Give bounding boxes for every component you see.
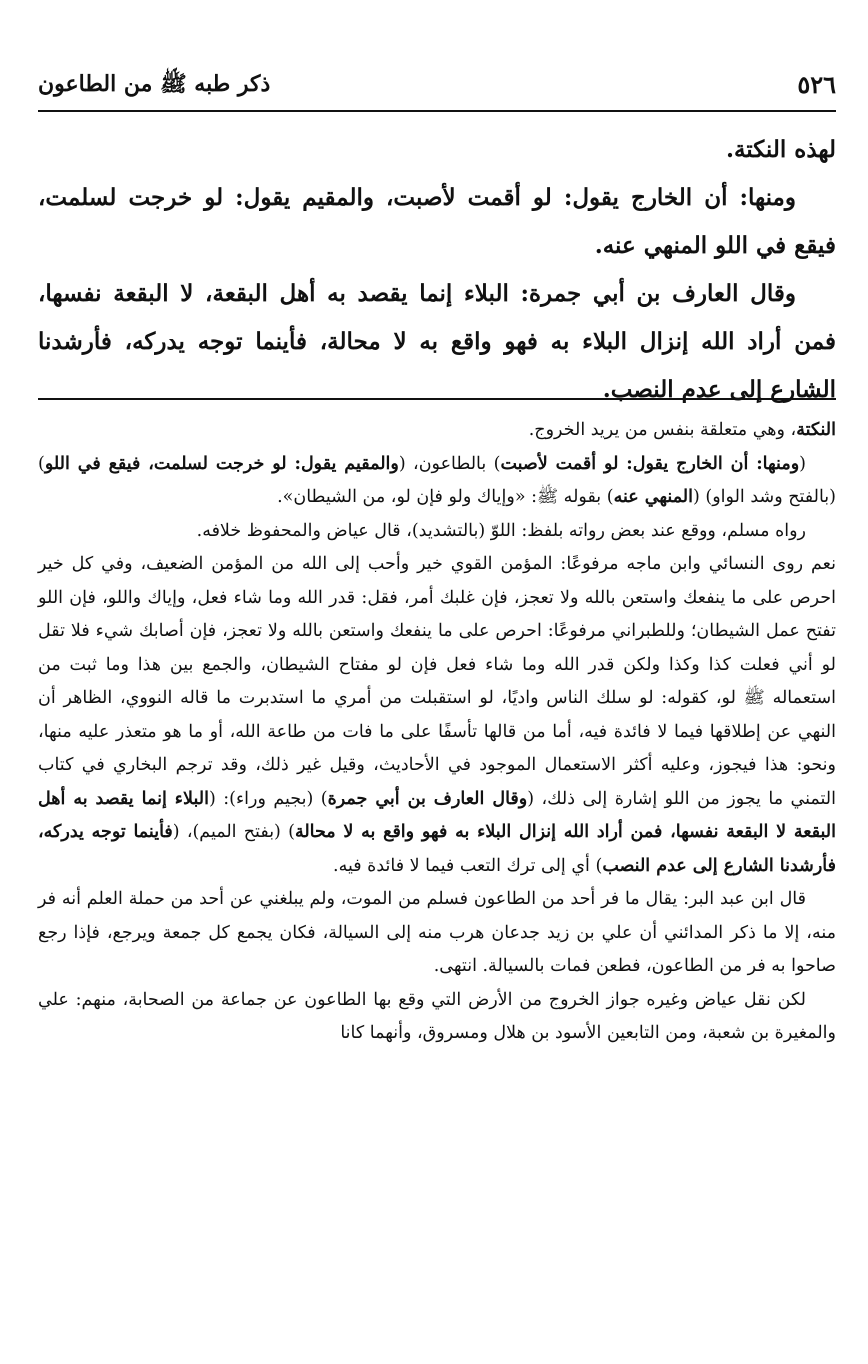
commentary-paragraph: لكن نقل عياض وغيره جواز الخروج من الأرض التي وقع بها الطاعون عن جماعة من الصحابة، منهم: علي والمغيرة بن شعبة، ومن التابعين الأسود بن هلال ومسروق، وأنهما كانا: [38, 989, 836, 1043]
commentary-paragraph: [38, 414, 836, 448]
quoted-text: والمقيم يقول: لو خرجت لسلمت، فيقع في اللو: [44, 453, 399, 474]
commentary-paragraph: رواه مسلم، ووقع عند بعض رواته بلفظ: اللوّ (بالتشديد)، قال عياض والمحفوظ خلافه.: [196, 520, 806, 541]
commentary-text: ) بقوله ﷺ: «وإياك ولو فإن لو، من الشيطان».: [277, 487, 614, 507]
commentary-text: ) (بجيم وراء): (: [208, 788, 328, 809]
page-header: [38, 62, 836, 102]
main-paragraph: ومنها: أن الخارج يقول: لو أقمت لأصبت، والمقيم يقول: لو خرجت لسلمت، فيقع في اللو المنهي عنه.: [38, 184, 836, 259]
commentary-paragraph: [38, 548, 836, 883]
quoted-text: البلاء إنما يقصد به أهل البقعة لا البقعة نفسها، فمن أراد الله إنزال البلاء به فهو واقع به لا محالة: [38, 788, 836, 842]
page-number: ٥٢٦: [797, 70, 836, 99]
commentary-paragraph: [38, 448, 836, 515]
header-divider: [38, 110, 836, 112]
commentary-text: نعم روى النسائي وابن ماجه مرفوعًا: المؤمن القوي خير وأحب إلى الله من المؤمن الضعيف، وفي كل خير احرص على ما ينفعك واستعن بالله ولا تعجز، فإن غلبك أمر، فقل: قدر الله وما شاء فعل، وإياك واللو، فإن اللو تفتح عمل الشيطان؛ وللطبراني مرفوعًا: احرص على ما ينفعك واستعن بالله ولا تعجز، فإن أصابك شيء فلا تقل لو أني فعلت كذا وكذا ولكن قدر الله وما شاء فعل فإن لو مفتاح الشيطان، والجمع بين هذا وما ثبت من استعماله ﷺ لو، كقوله: لو سلك الناس واديًا، لو استقبلت من أمري ما استدبرت ما قاله النووي، الظاهر أن النهي عن إطلاقها فيما لا فائدة فيه، أما من قالها تأسفًا على ما فات من طاعة الله، أو ما هو متعذر عليه منها، ونحو: هذا فيجوز، وعليه أكثر الاستعمال الموجود في الأحاديث، وقيل غير ذلك، وقد ترجم البخاري في كتاب التمني ما يجوز من اللو إشارة إلى ذلك،: [38, 554, 836, 809]
quoted-text: فأينما توجه يدركه، فأرشدنا الشارع إلى عدم النصب: [38, 822, 836, 876]
commentary-text: (: [527, 788, 542, 809]
commentary-text: (: [799, 453, 806, 474]
commentary-paragraph: قال ابن عبد البر: يقال ما فر أحد من الطاعون فسلم من الموت، ولم يبلغني عن أحد من حملة العلم أنه فر منه، إلا ما ذكر المدائني أن علي بن زيد جدعان هرب منه إلى السيالة، فكان يجمع كل جمعة ويرجع، فإذا رجع صاحوا به فر من الطاعون، فطعن فمات بالسيالة. انتهى.: [38, 889, 836, 976]
commentary: [38, 414, 836, 1051]
quoted-text: وقال العارف بن أبي جمرة: [327, 788, 528, 809]
commentary-text: ، وهي متعلقة بنفس من يريد الخروج.: [528, 420, 797, 440]
commentary-text: ) (بفتح الميم)، (: [172, 822, 295, 842]
main-text: [38, 126, 836, 414]
quoted-text: المنهي عنه: [613, 487, 694, 507]
main-paragraph: وقال العارف بن أبي جمرة: البلاء إنما يقصد به أهل البقعة، لا البقعة نفسها، فمن أراد الله إنزال البلاء به فهو واقع به لا محالة، فأينما توجه يدركه، فأرشدنا الشارع إلى عدم النصب.: [38, 280, 836, 403]
quoted-text: ومنها: أن الخارج يقول: لو أقمت لأصبت: [500, 453, 800, 474]
main-paragraph: لهذه النكتة.: [725, 136, 836, 163]
commentary-text: ) (بالفتح وشد الواو) (: [38, 453, 836, 507]
quoted-term: النكتة: [796, 420, 836, 440]
commentary-text: ) أي إلى ترك التعب فيما لا فائدة فيه.: [333, 855, 603, 876]
commentary-text: ) بالطاعون، (: [398, 453, 501, 474]
running-title: ذكر طبه ﷺ من الطاعون: [38, 71, 271, 97]
commentary-divider: [38, 398, 836, 400]
